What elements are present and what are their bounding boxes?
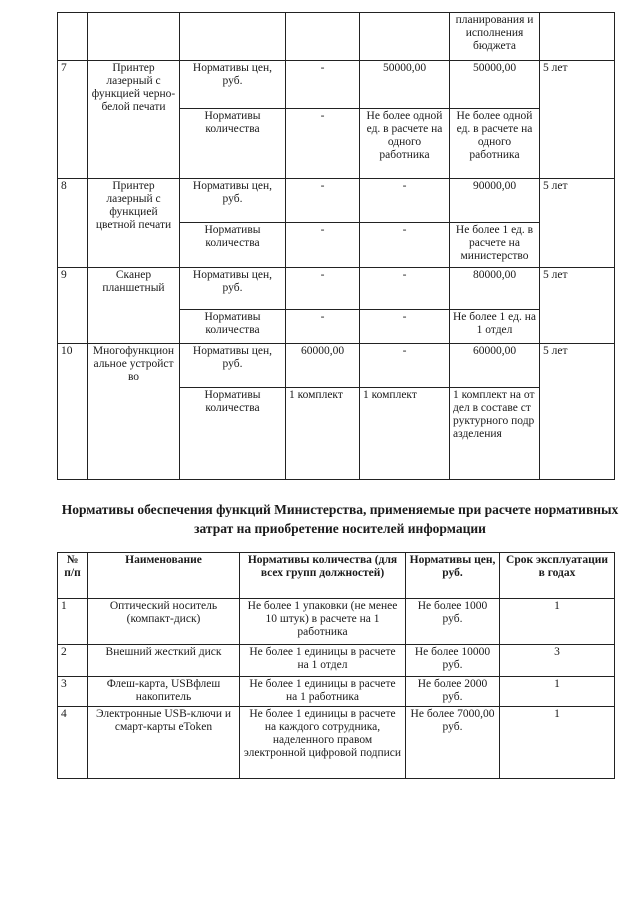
storage-media-norms-table [57, 552, 615, 779]
item-name: Электронные USB-ключи и смарт-карты eToken [88, 707, 240, 779]
value-cell: планирования и исполнения бюджета [450, 13, 540, 61]
table-row [58, 61, 615, 109]
row-number: 4 [58, 707, 88, 779]
value-cell: 60000,00 [286, 344, 360, 388]
term-cell: 5 лет [540, 268, 615, 344]
value-cell: - [360, 268, 450, 310]
row-number: 8 [58, 179, 88, 268]
term-cell: 1 [500, 707, 615, 779]
term-cell: 5 лет [540, 344, 615, 480]
value-cell: - [360, 223, 450, 268]
section-heading: Нормативы обеспечения функций Министерства, применяемые при расчете нормативных затрат на приобретение носителей информации [61, 502, 619, 536]
item-name: Принтер лазерный с функцией черно-белой печати [88, 61, 180, 179]
value-cell [286, 13, 360, 61]
qty-cell: Не более 1 единицы в расчете на каждого сотрудника, наделенного правом электронной цифровой подписи [240, 707, 406, 779]
value-cell: 80000,00 [450, 268, 540, 310]
table-row [58, 344, 615, 388]
norm-label: Нормативы цен, руб. [180, 61, 286, 109]
qty-cell: Не более 1 единицы в расчете на 1 работника [240, 677, 406, 707]
value-cell: 60000,00 [450, 344, 540, 388]
table-row [58, 179, 615, 223]
value-cell [360, 13, 450, 61]
value-cell: Не более одной ед. в расчете на одного работника [450, 109, 540, 179]
item-name: Флеш-карта, USBфлеш накопитель [88, 677, 240, 707]
table-header-row [58, 553, 615, 599]
value-cell: - [360, 179, 450, 223]
norm-label: Нормативы количества [180, 388, 286, 480]
value-cell: Не более 1 ед. на 1 отдел [450, 310, 540, 344]
column-header: Срок эксплуатации в годах [500, 553, 615, 599]
row-number: 3 [58, 677, 88, 707]
value-cell: 1 комплект на отдел в составе структурного подразделения [450, 388, 540, 480]
price-cell: Не более 7000,00 руб. [406, 707, 500, 779]
table-row [58, 13, 615, 61]
price-cell: Не более 10000 руб. [406, 645, 500, 677]
value-cell: - [286, 109, 360, 179]
row-number: 10 [58, 344, 88, 480]
column-header: Наименование [88, 553, 240, 599]
value-cell: - [286, 223, 360, 268]
value-cell: 90000,00 [450, 179, 540, 223]
column-header: Нормативы цен, руб. [406, 553, 500, 599]
value-cell: 50000,00 [450, 61, 540, 109]
norm-label: Нормативы количества [180, 223, 286, 268]
qty-cell: Не более 1 упаковки (не менее 10 штук) в расчете на 1 работника [240, 599, 406, 645]
value-cell: 1 комплект [286, 388, 360, 480]
equipment-norms-table [57, 12, 615, 480]
value-cell: - [286, 268, 360, 310]
value-cell: - [286, 61, 360, 109]
table-row [58, 645, 615, 677]
item-name [88, 13, 180, 61]
term-cell [540, 13, 615, 61]
item-name: Внешний жесткий диск [88, 645, 240, 677]
value-cell: - [360, 344, 450, 388]
value-cell: - [286, 310, 360, 344]
value-cell: 50000,00 [360, 61, 450, 109]
value-cell: 1 комплект [360, 388, 450, 480]
item-name: Сканер планшетный [88, 268, 180, 344]
value-cell: Не более 1 ед. в расчете на министерство [450, 223, 540, 268]
value-cell: - [286, 179, 360, 223]
column-header: № п/п [58, 553, 88, 599]
norm-label: Нормативы цен, руб. [180, 344, 286, 388]
term-cell: 3 [500, 645, 615, 677]
term-cell: 1 [500, 677, 615, 707]
table-row [58, 707, 615, 779]
item-name: Оптический носитель (компакт-диск) [88, 599, 240, 645]
table-row [58, 677, 615, 707]
item-name: Многофункциональное устройство [88, 344, 180, 480]
column-header: Нормативы количества (для всех групп должностей) [240, 553, 406, 599]
norm-label: Нормативы количества [180, 310, 286, 344]
value-cell: Не более одной ед. в расчете на одного работника [360, 109, 450, 179]
term-cell: 5 лет [540, 61, 615, 179]
row-number: 7 [58, 61, 88, 179]
term-cell: 1 [500, 599, 615, 645]
row-number [58, 13, 88, 61]
price-cell: Не более 2000 руб. [406, 677, 500, 707]
value-cell: - [360, 310, 450, 344]
price-cell: Не более 1000 руб. [406, 599, 500, 645]
row-number: 2 [58, 645, 88, 677]
norm-label: Нормативы цен, руб. [180, 179, 286, 223]
table-row [58, 268, 615, 310]
table-row [58, 599, 615, 645]
norm-label [180, 13, 286, 61]
row-number: 9 [58, 268, 88, 344]
term-cell: 5 лет [540, 179, 615, 268]
row-number: 1 [58, 599, 88, 645]
norm-label: Нормативы количества [180, 109, 286, 179]
norm-label: Нормативы цен, руб. [180, 268, 286, 310]
item-name: Принтер лазерный с функцией цветной печати [88, 179, 180, 268]
qty-cell: Не более 1 единицы в расчете на 1 отдел [240, 645, 406, 677]
